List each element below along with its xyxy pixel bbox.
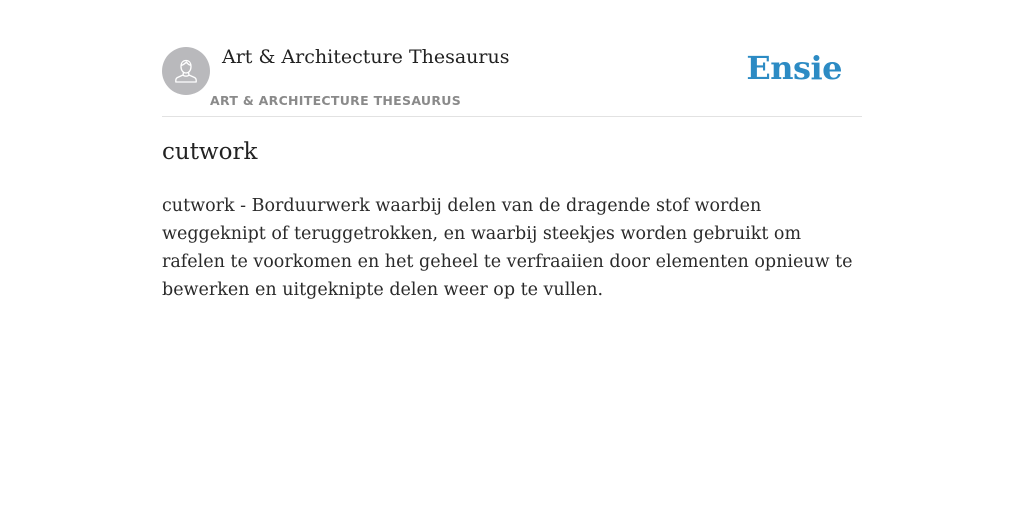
author-header: [162, 0, 862, 117]
author-avatar[interactable]: [162, 47, 210, 95]
author-subtitle: ART & ARCHITECTURE THESAURUS: [210, 93, 462, 108]
page-container: [162, 0, 862, 300]
user-avatar-icon: [171, 56, 201, 86]
term-definition: cutwork - Borduurwerk waarbij delen van de dragende stof worden weggeknipt of teruggetrokken, en waarbij steekjes worden gebruikt om rafelen te voorkomen en het geheel te verfraaiien door elementen opnieuw te bewerken en uitgeknipte delen weer op te vullen.: [162, 196, 853, 300]
ensie-logo[interactable]: Ensie: [746, 49, 842, 87]
author-name-link[interactable]: Art & Architecture Thesaurus: [222, 46, 510, 68]
term-title: cutwork: [162, 139, 258, 165]
